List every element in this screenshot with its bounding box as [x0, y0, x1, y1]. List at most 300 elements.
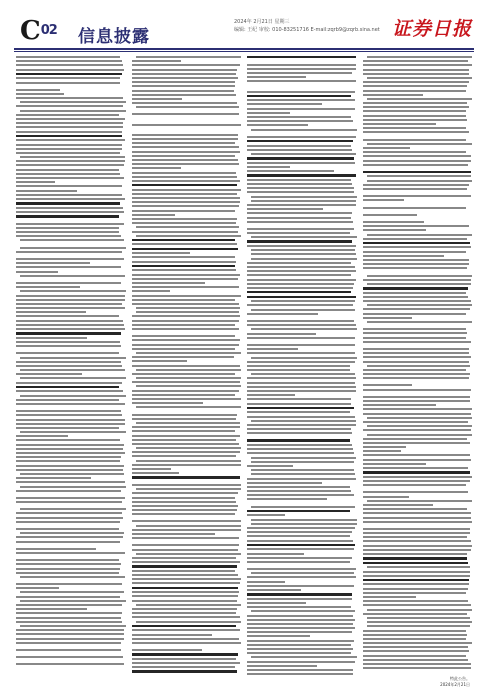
text-line — [363, 207, 467, 209]
text-line — [16, 621, 122, 623]
text-line — [247, 416, 355, 418]
text-line — [247, 432, 352, 434]
text-line — [16, 617, 121, 619]
text-line — [16, 536, 123, 538]
text-line — [16, 541, 120, 543]
text-line — [247, 333, 316, 335]
text-line — [247, 576, 356, 578]
text-line — [363, 408, 472, 410]
text-line — [132, 649, 203, 651]
text-line — [132, 608, 237, 610]
text-line — [132, 629, 240, 631]
text-line — [20, 101, 126, 103]
text-line — [20, 247, 126, 249]
text-line — [132, 468, 172, 470]
text-line — [367, 417, 473, 419]
text-line — [132, 113, 239, 115]
text-line — [16, 286, 80, 288]
text-line — [132, 612, 236, 614]
text-line — [16, 139, 125, 141]
text-line — [16, 517, 123, 519]
text-line — [363, 463, 426, 465]
text-line — [367, 425, 473, 427]
text-line — [247, 95, 351, 97]
text-line — [132, 315, 240, 317]
text-line — [247, 191, 354, 193]
text-line — [132, 570, 236, 572]
text-line — [247, 304, 353, 306]
text-line — [251, 196, 357, 198]
text-line — [16, 118, 125, 120]
text-line — [16, 177, 124, 179]
text-line — [16, 423, 125, 425]
text-line — [367, 77, 473, 79]
text-line — [247, 527, 355, 529]
text-line — [363, 504, 433, 506]
text-line — [363, 317, 413, 319]
text-line — [132, 394, 236, 396]
text-line — [16, 185, 122, 187]
text-line — [132, 303, 239, 305]
text-line — [16, 324, 124, 326]
text-line — [251, 519, 357, 521]
text-line — [132, 484, 241, 486]
text-line — [247, 498, 327, 500]
text-line — [251, 610, 355, 612]
text-line — [136, 447, 242, 449]
text-line — [363, 259, 469, 261]
text-line — [132, 501, 237, 503]
text-line — [247, 544, 355, 546]
text-line — [16, 235, 121, 237]
text-line — [132, 134, 239, 136]
text-line — [363, 536, 468, 538]
text-line — [16, 361, 121, 363]
text-line — [247, 124, 308, 126]
text-line — [132, 299, 235, 301]
text-line — [16, 181, 55, 183]
text-line — [132, 231, 238, 233]
text-line — [247, 561, 350, 563]
text-line — [247, 640, 354, 642]
text-line — [247, 145, 351, 147]
text-line — [16, 211, 124, 213]
text-line — [367, 275, 473, 277]
text-line — [16, 169, 119, 171]
text-line — [132, 600, 238, 602]
text-line — [363, 484, 466, 486]
column-4 — [363, 56, 473, 692]
text-line — [136, 311, 240, 313]
text-line — [132, 138, 238, 140]
text-line — [367, 609, 473, 611]
text-line — [16, 365, 122, 367]
text-line — [136, 307, 240, 309]
text-line — [132, 561, 241, 563]
text-line — [16, 73, 122, 75]
text-line — [16, 612, 122, 614]
text-line — [132, 218, 237, 220]
text-line — [363, 575, 471, 577]
text-line — [247, 348, 298, 350]
text-line — [16, 160, 125, 162]
text-line — [247, 352, 355, 354]
text-line — [132, 381, 241, 383]
text-line — [132, 295, 241, 297]
text-line — [363, 155, 471, 157]
text-line — [16, 164, 124, 166]
text-line — [247, 208, 323, 210]
text-line — [247, 369, 350, 371]
text-line — [132, 278, 239, 280]
text-line — [363, 476, 472, 478]
text-line — [132, 492, 239, 494]
article-columns — [16, 56, 472, 692]
text-line — [247, 228, 354, 230]
text-line — [363, 313, 466, 315]
text-line — [367, 98, 473, 100]
text-line — [247, 166, 290, 168]
text-line — [16, 352, 119, 354]
text-line — [132, 430, 236, 432]
column-1 — [16, 56, 126, 692]
text-line — [363, 655, 467, 657]
text-line — [247, 262, 351, 264]
issue-meta — [234, 18, 380, 34]
text-line — [16, 77, 120, 79]
issue-date: 2024年 2月21日 星期三 — [234, 19, 290, 25]
text-line — [363, 123, 436, 125]
text-line — [132, 476, 240, 478]
text-line — [136, 377, 242, 379]
text-line — [247, 411, 350, 413]
text-line — [251, 153, 356, 155]
text-line — [247, 490, 351, 492]
text-line — [16, 56, 120, 58]
text-line — [16, 89, 60, 91]
text-line — [16, 608, 87, 610]
text-line — [247, 553, 304, 555]
text-line — [132, 214, 176, 216]
text-line — [132, 520, 241, 522]
text-line — [363, 491, 468, 493]
text-line — [247, 72, 352, 74]
text-line — [16, 587, 59, 589]
text-line — [247, 428, 351, 430]
text-line — [132, 578, 241, 580]
text-line — [132, 90, 235, 92]
text-line — [16, 223, 124, 225]
text-line — [136, 621, 242, 623]
text-line — [16, 97, 123, 99]
text-line — [363, 356, 471, 358]
text-line — [247, 179, 351, 181]
text-line — [363, 549, 472, 551]
text-line — [16, 452, 125, 454]
text-line — [363, 528, 471, 530]
text-line — [132, 159, 238, 161]
text-line — [363, 557, 467, 559]
text-line — [132, 265, 236, 267]
text-line — [247, 99, 355, 101]
text-line — [132, 670, 237, 672]
text-line — [363, 532, 470, 534]
text-line — [247, 619, 355, 621]
text-line — [16, 207, 123, 209]
text-line — [363, 642, 472, 644]
text-line — [247, 64, 356, 66]
text-line — [16, 337, 87, 339]
text-line — [16, 596, 120, 598]
text-line — [247, 337, 355, 339]
text-line — [132, 472, 179, 474]
text-line — [16, 386, 119, 388]
text-line — [363, 613, 467, 615]
text-line — [247, 80, 356, 82]
text-line — [132, 197, 240, 199]
text-line — [247, 221, 353, 223]
text-line — [363, 328, 466, 330]
text-line — [251, 420, 356, 422]
text-line — [136, 106, 240, 108]
text-line — [16, 299, 125, 301]
text-line — [363, 467, 468, 469]
text-line — [132, 328, 239, 330]
text-line — [16, 548, 96, 550]
text-line — [247, 174, 356, 176]
text-line — [16, 227, 119, 229]
text-line — [247, 606, 351, 608]
text-line — [16, 552, 125, 554]
text-line — [363, 446, 406, 448]
text-line — [16, 435, 68, 437]
text-line — [132, 335, 236, 337]
text-line — [363, 646, 468, 648]
text-line — [363, 64, 472, 66]
text-line — [363, 508, 467, 510]
text-line — [247, 424, 356, 426]
text-line — [132, 662, 241, 664]
text-line — [16, 373, 82, 375]
text-line — [251, 253, 356, 255]
text-line — [132, 451, 240, 453]
text-line — [16, 403, 125, 405]
text-line — [16, 419, 125, 421]
text-line — [251, 236, 357, 238]
text-line — [132, 77, 239, 79]
text-line — [247, 140, 353, 142]
text-line — [16, 448, 123, 450]
text-line — [16, 82, 120, 84]
text-line — [16, 135, 122, 137]
text-line — [132, 210, 235, 212]
text-line — [247, 673, 353, 675]
text-line — [132, 290, 171, 292]
text-line — [132, 529, 241, 531]
text-line — [363, 553, 467, 555]
text-line — [363, 246, 472, 248]
text-line — [363, 429, 471, 431]
text-line — [16, 311, 86, 313]
text-line — [247, 187, 354, 189]
text-line — [136, 235, 242, 237]
text-line — [363, 600, 469, 602]
text-line — [247, 540, 353, 542]
text-line — [132, 94, 237, 96]
text-line — [363, 596, 416, 598]
closing-notice — [440, 676, 470, 688]
text-line — [251, 656, 357, 658]
text-line — [20, 369, 125, 371]
text-line — [132, 344, 240, 346]
text-line — [247, 91, 355, 93]
text-line — [247, 602, 306, 604]
text-line — [16, 390, 123, 392]
text-line — [363, 638, 466, 640]
text-line — [247, 615, 353, 617]
text-line — [16, 512, 122, 514]
text-line — [251, 457, 356, 459]
text-line — [247, 183, 352, 185]
text-line — [132, 85, 236, 87]
text-line — [367, 234, 473, 236]
text-line — [16, 282, 121, 284]
text-line — [16, 122, 123, 124]
text-line — [247, 535, 350, 537]
text-line — [247, 665, 317, 667]
text-line — [251, 523, 357, 525]
text-line — [136, 226, 240, 228]
text-line — [363, 389, 472, 391]
text-line — [132, 282, 206, 284]
text-line — [16, 460, 120, 462]
text-line — [247, 623, 353, 625]
text-line — [247, 448, 353, 450]
text-line — [16, 638, 124, 640]
text-line — [132, 418, 237, 420]
text-line — [363, 663, 471, 665]
text-line — [363, 400, 471, 402]
text-line — [132, 356, 235, 358]
section-title: 信息披露 — [78, 27, 150, 47]
text-line — [16, 633, 124, 635]
text-line — [20, 576, 125, 578]
text-line — [363, 348, 469, 350]
text-line — [247, 386, 356, 388]
text-line — [363, 545, 472, 547]
text-line — [363, 512, 471, 514]
text-line — [16, 126, 123, 128]
text-line — [247, 394, 295, 396]
text-line — [363, 496, 409, 498]
text-line — [247, 149, 352, 151]
text-line — [363, 562, 468, 564]
text-line — [247, 669, 353, 671]
section-letter: C — [20, 16, 40, 46]
text-line — [132, 574, 238, 576]
text-line — [132, 634, 212, 636]
text-line — [363, 352, 470, 354]
text-line — [247, 652, 351, 654]
text-line — [251, 200, 356, 202]
text-line — [247, 103, 322, 105]
text-line — [251, 373, 355, 375]
text-line — [132, 180, 241, 182]
text-line — [16, 332, 121, 334]
text-line — [132, 155, 235, 157]
text-line — [367, 175, 471, 177]
text-line — [132, 582, 240, 584]
text-line — [132, 653, 239, 655]
text-line — [16, 345, 121, 347]
text-line — [16, 444, 124, 446]
text-line — [363, 292, 466, 294]
text-line — [136, 604, 242, 606]
text-line — [247, 108, 355, 110]
text-line — [132, 557, 236, 559]
text-line — [363, 579, 470, 581]
text-line — [132, 497, 235, 499]
text-line — [363, 184, 469, 186]
text-line — [363, 300, 471, 302]
text-line — [363, 583, 470, 585]
text-line — [20, 290, 126, 292]
text-line — [16, 131, 122, 133]
text-line — [132, 616, 241, 618]
text-line — [132, 239, 236, 241]
text-line — [136, 369, 242, 371]
text-line — [247, 287, 353, 289]
text-line — [363, 60, 469, 62]
brand-logo: 证券日报 — [391, 18, 472, 40]
text-line — [247, 283, 354, 285]
header-rule — [14, 48, 474, 50]
text-line — [363, 195, 471, 197]
text-line — [363, 373, 471, 375]
text-line — [132, 184, 237, 186]
text-line — [247, 548, 354, 550]
text-line — [132, 642, 241, 644]
text-line — [132, 509, 237, 511]
text-line — [16, 414, 122, 416]
text-line — [16, 501, 122, 503]
text-line — [20, 600, 126, 602]
text-line — [132, 252, 190, 254]
text-line — [16, 198, 125, 200]
text-line — [367, 621, 473, 623]
text-line — [132, 591, 239, 593]
text-line — [363, 592, 466, 594]
text-line — [132, 402, 204, 404]
masthead — [14, 10, 474, 46]
section-code — [20, 16, 57, 46]
text-line — [132, 455, 237, 457]
text-line — [247, 581, 285, 583]
text-line — [363, 540, 472, 542]
text-line — [132, 205, 240, 207]
text-line — [247, 157, 354, 159]
text-line — [16, 563, 121, 565]
text-line — [20, 110, 126, 112]
text-line — [247, 452, 354, 454]
text-line — [363, 396, 470, 398]
text-line — [132, 464, 241, 466]
text-line — [16, 490, 121, 492]
text-line — [367, 566, 470, 568]
text-line — [363, 361, 469, 363]
text-line — [251, 572, 354, 574]
text-line — [363, 199, 404, 201]
